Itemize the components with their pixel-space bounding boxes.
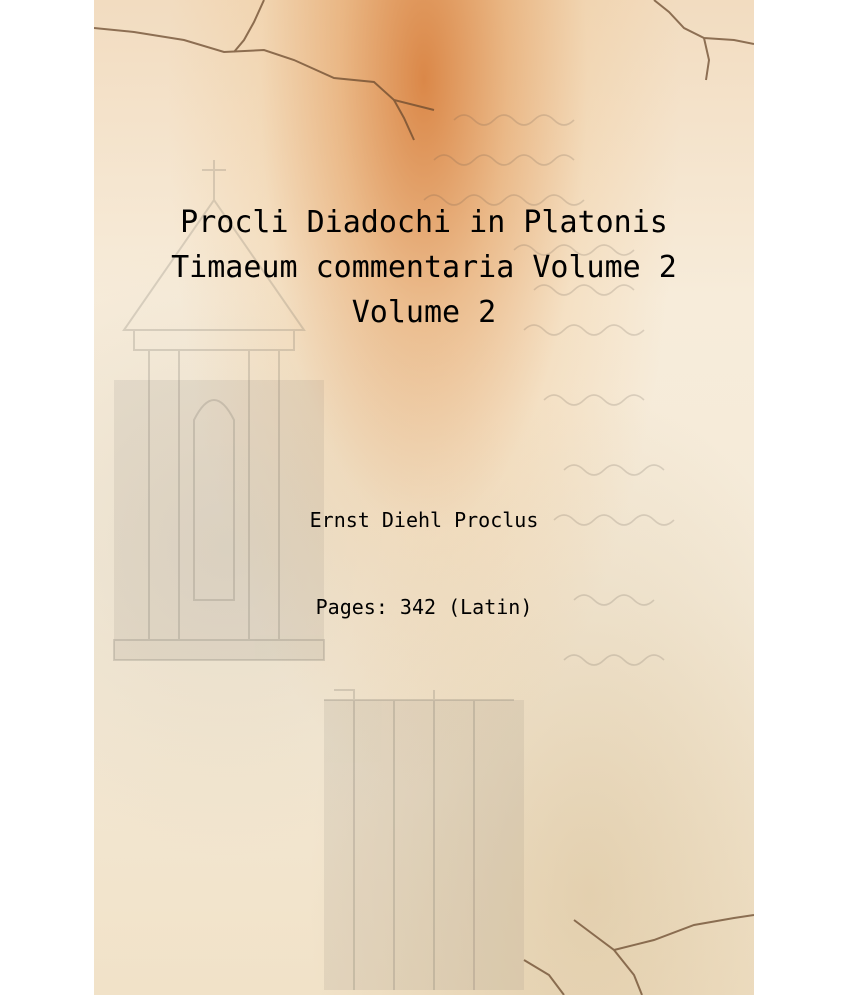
faded-handwriting [424,115,674,665]
cover-background-art [94,0,754,995]
page-count: Pages: 342 (Latin) [315,595,533,619]
book-cover [94,0,754,995]
faded-stone-blocks [114,380,524,990]
book-author: Ernst Diehl Proclus [309,508,539,532]
book-title: Procli Diadochi in Platonis Timaeum commentaria Volume 2 Volume 2 [171,205,677,330]
